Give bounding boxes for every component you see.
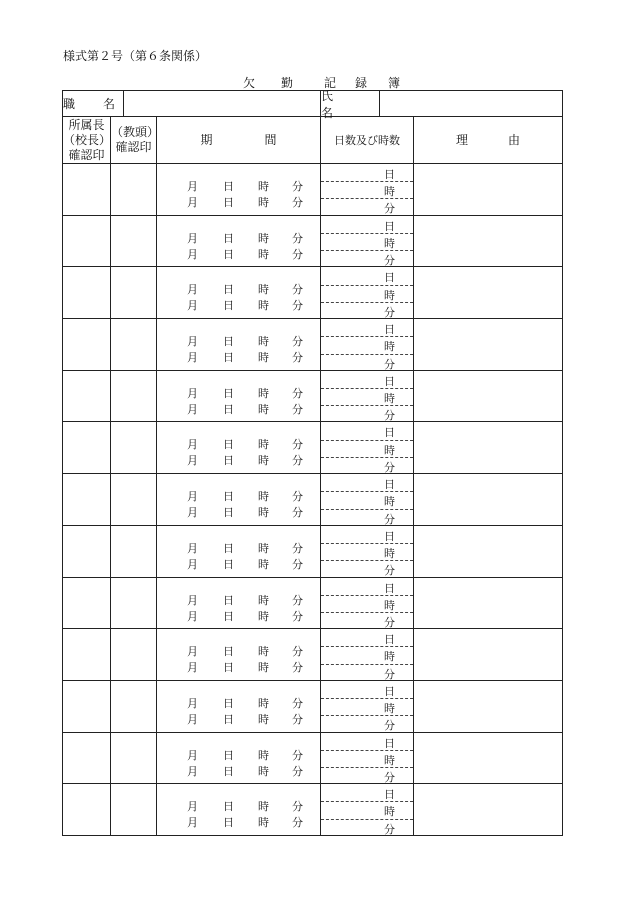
- period-cell[interactable]: [157, 164, 321, 216]
- record-row: [63, 732, 563, 784]
- count-divider: [321, 285, 413, 286]
- period-start-unit-label: 分: [292, 438, 303, 452]
- period-start-unit-label: 月: [187, 386, 198, 400]
- count-unit-label: 分: [384, 771, 396, 785]
- period-start-unit-label: 日: [223, 800, 234, 814]
- period-start-unit-label: 月: [187, 645, 198, 659]
- period-end-unit-label: 月: [187, 454, 198, 468]
- count-divider: [321, 801, 413, 802]
- period-end-unit-label: 日: [223, 506, 234, 520]
- period-end-unit-label: 分: [292, 661, 303, 675]
- period-end-unit-label: 時: [258, 712, 269, 726]
- period-start-unit-label: 日: [223, 438, 234, 452]
- period-end-unit-label: 日: [223, 402, 234, 416]
- title-char: 記: [324, 76, 337, 90]
- principal-seal-cell[interactable]: [63, 784, 111, 836]
- period-end-unit-label: 月: [187, 247, 198, 261]
- period-start-unit-label: 分: [292, 490, 303, 504]
- absence-record-table: [62, 90, 563, 836]
- vice-principal-seal-cell[interactable]: [111, 525, 157, 577]
- period-start-unit-label: 時: [258, 490, 269, 504]
- record-row: [63, 370, 563, 422]
- vice-header-line: （教頭）: [111, 125, 160, 139]
- days-hours-cell[interactable]: [321, 422, 414, 474]
- reason-cell[interactable]: [414, 267, 563, 319]
- title-char: 録: [355, 76, 368, 90]
- period-cell[interactable]: [157, 577, 321, 629]
- period-cell[interactable]: [157, 319, 321, 371]
- period-end-unit-label: 時: [258, 196, 269, 209]
- count-divider: [321, 405, 413, 406]
- period-start-unit-label: 日: [223, 490, 234, 504]
- count-unit-label: 時: [384, 598, 396, 612]
- record-row: [63, 267, 563, 319]
- principal-seal-cell[interactable]: [63, 680, 111, 732]
- period-start-unit-label: 時: [258, 283, 269, 297]
- period-start-unit-label: 日: [223, 386, 234, 400]
- count-divider: [321, 440, 413, 441]
- principal-seal-cell[interactable]: [63, 319, 111, 371]
- period-start-unit-label: 月: [187, 231, 198, 245]
- period-cell[interactable]: [157, 784, 321, 836]
- period-start-unit-label: 時: [258, 696, 269, 710]
- count-unit-label: 時: [384, 391, 396, 405]
- period-end-unit-label: 日: [223, 609, 234, 623]
- count-divider: [321, 336, 413, 337]
- count-divider: [321, 750, 413, 751]
- period-end-unit-label: 日: [223, 247, 234, 261]
- period-end-unit-label: 日: [223, 196, 234, 209]
- period-start-unit-label: 日: [223, 335, 234, 349]
- count-divider: [321, 457, 413, 458]
- period-end-unit-label: 分: [292, 609, 303, 623]
- record-row: [63, 319, 563, 371]
- count-divider: [321, 595, 413, 596]
- vice-principal-seal-cell[interactable]: [111, 422, 157, 474]
- principal-seal-cell[interactable]: [63, 267, 111, 319]
- principal-seal-cell[interactable]: [63, 577, 111, 629]
- record-row: [63, 164, 563, 216]
- count-unit-label: 時: [384, 495, 396, 509]
- count-divider: [321, 354, 413, 355]
- record-row: [63, 474, 563, 526]
- period-end-unit-label: 分: [292, 454, 303, 468]
- period-end-unit-label: 月: [187, 351, 198, 365]
- period-end-unit-label: 分: [292, 351, 303, 365]
- vice-principal-seal-cell[interactable]: [111, 319, 157, 371]
- period-start-unit-label: 時: [258, 231, 269, 245]
- period-start-unit-label: 月: [187, 438, 198, 452]
- vice-principal-seal-cell[interactable]: [111, 680, 157, 732]
- count-unit-label: 日: [384, 426, 396, 440]
- period-end-unit-label: 時: [258, 351, 269, 365]
- count-divider: [321, 819, 413, 820]
- period-end-unit-label: 時: [258, 299, 269, 313]
- count-divider: [321, 698, 413, 699]
- form-number: 様式第２号（第６条関係）: [63, 49, 208, 63]
- period-end-unit-label: 月: [187, 609, 198, 623]
- period-start-unit-label: 月: [187, 283, 198, 297]
- reason-cell[interactable]: [414, 474, 563, 526]
- principal-header-line: （校長）: [63, 132, 112, 147]
- principal-seal-cell[interactable]: [63, 629, 111, 681]
- reason-cell[interactable]: [414, 164, 563, 216]
- days-hours-cell[interactable]: [321, 680, 414, 732]
- count-unit-label: 日: [384, 633, 396, 647]
- count-unit-label: 日: [384, 374, 396, 388]
- record-row: [63, 680, 563, 732]
- vice-principal-seal-cell[interactable]: [111, 577, 157, 629]
- count-unit-label: 分: [384, 305, 396, 319]
- period-end-unit-label: 月: [187, 557, 198, 571]
- count-unit-label: 時: [384, 547, 396, 561]
- principal-seal-cell[interactable]: [63, 732, 111, 784]
- count-unit-label: 分: [384, 564, 396, 578]
- days-hours-cell[interactable]: [321, 370, 414, 422]
- count-divider: [321, 715, 413, 716]
- period-end-unit-label: 分: [292, 712, 303, 726]
- reason-cell[interactable]: [414, 525, 563, 577]
- period-start-unit-label: 月: [187, 180, 198, 193]
- period-start-unit-label: 日: [223, 748, 234, 762]
- period-start-unit-label: 日: [223, 645, 234, 659]
- title-char: 簿: [388, 76, 401, 90]
- period-end-unit-label: 時: [258, 557, 269, 571]
- period-end-unit-label: 時: [258, 506, 269, 520]
- period-end-unit-label: 日: [223, 661, 234, 675]
- days-hours-cell[interactable]: [321, 319, 414, 371]
- title-char: 欠: [243, 76, 256, 90]
- vice-principal-seal-cell[interactable]: [111, 164, 157, 216]
- period-start-unit-label: 日: [223, 180, 234, 193]
- period-start-unit-label: 月: [187, 541, 198, 555]
- period-end-unit-label: 分: [292, 196, 303, 209]
- period-end-unit-label: 日: [223, 764, 234, 778]
- period-end-unit-label: 時: [258, 661, 269, 675]
- count-unit-label: 時: [384, 236, 396, 250]
- vice-principal-seal-cell[interactable]: [111, 267, 157, 319]
- period-start-unit-label: 時: [258, 335, 269, 349]
- count-unit-label: 分: [384, 409, 396, 423]
- count-divider: [321, 302, 413, 303]
- job-title-label: 職 名: [63, 91, 124, 116]
- count-unit-label: 分: [384, 822, 396, 836]
- vice-principal-seal-cell[interactable]: [111, 370, 157, 422]
- period-end-unit-label: 日: [223, 557, 234, 571]
- period-end-unit-label: 時: [258, 402, 269, 416]
- count-divider: [321, 664, 413, 665]
- period-end-unit-label: 時: [258, 816, 269, 830]
- period-start-unit-label: 時: [258, 541, 269, 555]
- period-cell[interactable]: [157, 215, 321, 267]
- reason-cell[interactable]: [414, 370, 563, 422]
- reason-cell[interactable]: [414, 784, 563, 836]
- period-start-unit-label: 時: [258, 800, 269, 814]
- period-end-unit-label: 分: [292, 764, 303, 778]
- days-hours-cell[interactable]: [321, 577, 414, 629]
- reason-cell[interactable]: [414, 215, 563, 267]
- period-start-unit-label: 時: [258, 438, 269, 452]
- period-start-unit-label: 日: [223, 593, 234, 607]
- count-unit-label: 時: [384, 702, 396, 716]
- count-divider: [321, 233, 413, 234]
- period-end-unit-label: 月: [187, 402, 198, 416]
- days-hours-cell[interactable]: [321, 525, 414, 577]
- period-end-unit-label: 時: [258, 454, 269, 468]
- period-end-unit-label: 月: [187, 299, 198, 313]
- vice-principal-seal-cell[interactable]: [111, 474, 157, 526]
- period-start-unit-label: 分: [292, 645, 303, 659]
- period-cell[interactable]: [157, 474, 321, 526]
- period-cell[interactable]: [157, 370, 321, 422]
- period-end-unit-label: 時: [258, 609, 269, 623]
- count-unit-label: 日: [384, 168, 396, 181]
- days-hours-header: 日数及び時数: [321, 117, 414, 164]
- period-start-unit-label: 分: [292, 180, 303, 193]
- period-start-unit-label: 時: [258, 645, 269, 659]
- count-divider: [321, 612, 413, 613]
- reason-cell[interactable]: [414, 319, 563, 371]
- period-start-unit-label: 時: [258, 748, 269, 762]
- period-cell[interactable]: [157, 525, 321, 577]
- principal-seal-cell[interactable]: [63, 525, 111, 577]
- period-end-unit-label: 月: [187, 506, 198, 520]
- principal-seal-cell[interactable]: [63, 370, 111, 422]
- period-start-unit-label: 分: [292, 386, 303, 400]
- period-start-unit-label: 月: [187, 490, 198, 504]
- count-unit-label: 分: [384, 667, 396, 681]
- record-row: [63, 577, 563, 629]
- count-unit-label: 時: [384, 650, 396, 664]
- period-start-unit-label: 分: [292, 541, 303, 555]
- count-unit-label: 日: [384, 788, 396, 802]
- count-unit-label: 分: [384, 460, 396, 474]
- count-divider: [321, 646, 413, 647]
- record-row: [63, 629, 563, 681]
- period-end-unit-label: 日: [223, 816, 234, 830]
- count-unit-label: 分: [384, 512, 396, 526]
- period-cell[interactable]: [157, 732, 321, 784]
- count-unit-label: 時: [384, 443, 396, 457]
- period-cell[interactable]: [157, 629, 321, 681]
- period-start-unit-label: 分: [292, 593, 303, 607]
- principal-seal-cell[interactable]: [63, 164, 111, 216]
- record-row: [63, 525, 563, 577]
- principal-seal-header: [63, 117, 111, 164]
- count-unit-label: 分: [384, 202, 396, 216]
- count-unit-label: 時: [384, 288, 396, 302]
- period-end-unit-label: 分: [292, 402, 303, 416]
- principal-header-line: 所属長: [68, 117, 105, 132]
- vice-principal-seal-cell[interactable]: [111, 629, 157, 681]
- period-end-unit-label: 分: [292, 506, 303, 520]
- record-row: [63, 784, 563, 836]
- vice-principal-seal-cell[interactable]: [111, 784, 157, 836]
- period-start-unit-label: 時: [258, 386, 269, 400]
- count-unit-label: 日: [384, 529, 396, 543]
- period-end-unit-label: 日: [223, 299, 234, 313]
- days-hours-cell[interactable]: [321, 164, 414, 216]
- period-start-unit-label: 分: [292, 283, 303, 297]
- days-hours-cell[interactable]: [321, 215, 414, 267]
- count-divider: [321, 491, 413, 492]
- count-unit-label: 日: [384, 736, 396, 750]
- period-cell[interactable]: [157, 680, 321, 732]
- count-unit-label: 日: [384, 684, 396, 698]
- period-start-unit-label: 時: [258, 593, 269, 607]
- days-hours-cell[interactable]: [321, 732, 414, 784]
- header-info-row: [63, 91, 563, 117]
- days-hours-cell[interactable]: [321, 267, 414, 319]
- period-start-unit-label: 時: [258, 180, 269, 193]
- count-unit-label: 日: [384, 323, 396, 337]
- period-end-unit-label: 日: [223, 454, 234, 468]
- period-end-unit-label: 分: [292, 557, 303, 571]
- period-start-unit-label: 分: [292, 231, 303, 245]
- count-unit-label: 時: [384, 340, 396, 354]
- title-char: 勤: [281, 76, 294, 90]
- vice-principal-seal-header: [111, 117, 160, 164]
- count-unit-label: 分: [384, 719, 396, 733]
- period-end-unit-label: 時: [258, 764, 269, 778]
- period-start-unit-label: 月: [187, 800, 198, 814]
- record-row: [63, 422, 563, 474]
- period-end-unit-label: 日: [223, 712, 234, 726]
- period-start-unit-label: 日: [223, 283, 234, 297]
- period-start-unit-label: 分: [292, 748, 303, 762]
- count-unit-label: 分: [384, 615, 396, 629]
- period-end-unit-label: 分: [292, 816, 303, 830]
- reason-cell[interactable]: [414, 422, 563, 474]
- vice-principal-seal-cell[interactable]: [111, 215, 157, 267]
- count-divider: [321, 767, 413, 768]
- period-end-unit-label: 日: [223, 351, 234, 365]
- count-unit-label: 日: [384, 581, 396, 595]
- principal-header-line: 確認印: [68, 147, 105, 162]
- period-end-unit-label: 月: [187, 712, 198, 726]
- count-divider: [321, 509, 413, 510]
- days-hours-cell[interactable]: [321, 474, 414, 526]
- period-start-unit-label: 分: [292, 800, 303, 814]
- period-start-unit-label: 月: [187, 335, 198, 349]
- period-header: 期間: [157, 117, 321, 164]
- days-hours-cell[interactable]: [321, 784, 414, 836]
- count-divider: [321, 198, 413, 199]
- count-unit-label: 日: [384, 219, 396, 233]
- count-unit-label: 分: [384, 357, 396, 371]
- count-divider: [321, 388, 413, 389]
- count-unit-label: 時: [384, 185, 396, 199]
- period-cell[interactable]: [157, 267, 321, 319]
- count-unit-label: 分: [384, 254, 396, 268]
- principal-seal-cell[interactable]: [63, 422, 111, 474]
- period-end-unit-label: 月: [187, 764, 198, 778]
- days-hours-cell[interactable]: [321, 629, 414, 681]
- period-end-unit-label: 分: [292, 247, 303, 261]
- period-cell[interactable]: [157, 422, 321, 474]
- principal-seal-cell[interactable]: [63, 474, 111, 526]
- reason-cell[interactable]: [414, 680, 563, 732]
- reason-header: 理由: [414, 117, 563, 164]
- count-divider: [321, 543, 413, 544]
- period-start-unit-label: 日: [223, 541, 234, 555]
- count-unit-label: 日: [384, 478, 396, 492]
- period-end-unit-label: 月: [187, 196, 198, 209]
- period-start-unit-label: 分: [292, 335, 303, 349]
- vice-header-line: 確認印: [115, 140, 152, 154]
- count-unit-label: 時: [384, 805, 396, 819]
- count-divider: [321, 250, 413, 251]
- period-start-unit-label: 日: [223, 696, 234, 710]
- period-end-unit-label: 分: [292, 299, 303, 313]
- count-unit-label: 日: [384, 271, 396, 285]
- column-header-row: [63, 117, 563, 164]
- count-divider: [321, 560, 413, 561]
- period-start-unit-label: 月: [187, 696, 198, 710]
- count-divider: [321, 181, 413, 182]
- principal-seal-cell[interactable]: [63, 215, 111, 267]
- vice-principal-seal-cell[interactable]: [111, 732, 157, 784]
- reason-cell[interactable]: [414, 629, 563, 681]
- period-end-unit-label: 時: [258, 247, 269, 261]
- period-end-unit-label: 月: [187, 661, 198, 675]
- period-start-unit-label: 分: [292, 696, 303, 710]
- reason-cell[interactable]: [414, 577, 563, 629]
- period-start-unit-label: 月: [187, 748, 198, 762]
- record-row: [63, 215, 563, 267]
- count-unit-label: 時: [384, 753, 396, 767]
- reason-cell[interactable]: [414, 732, 563, 784]
- period-start-unit-label: 日: [223, 231, 234, 245]
- period-end-unit-label: 月: [187, 816, 198, 830]
- name-label: 氏 名: [321, 91, 380, 116]
- period-start-unit-label: 月: [187, 593, 198, 607]
